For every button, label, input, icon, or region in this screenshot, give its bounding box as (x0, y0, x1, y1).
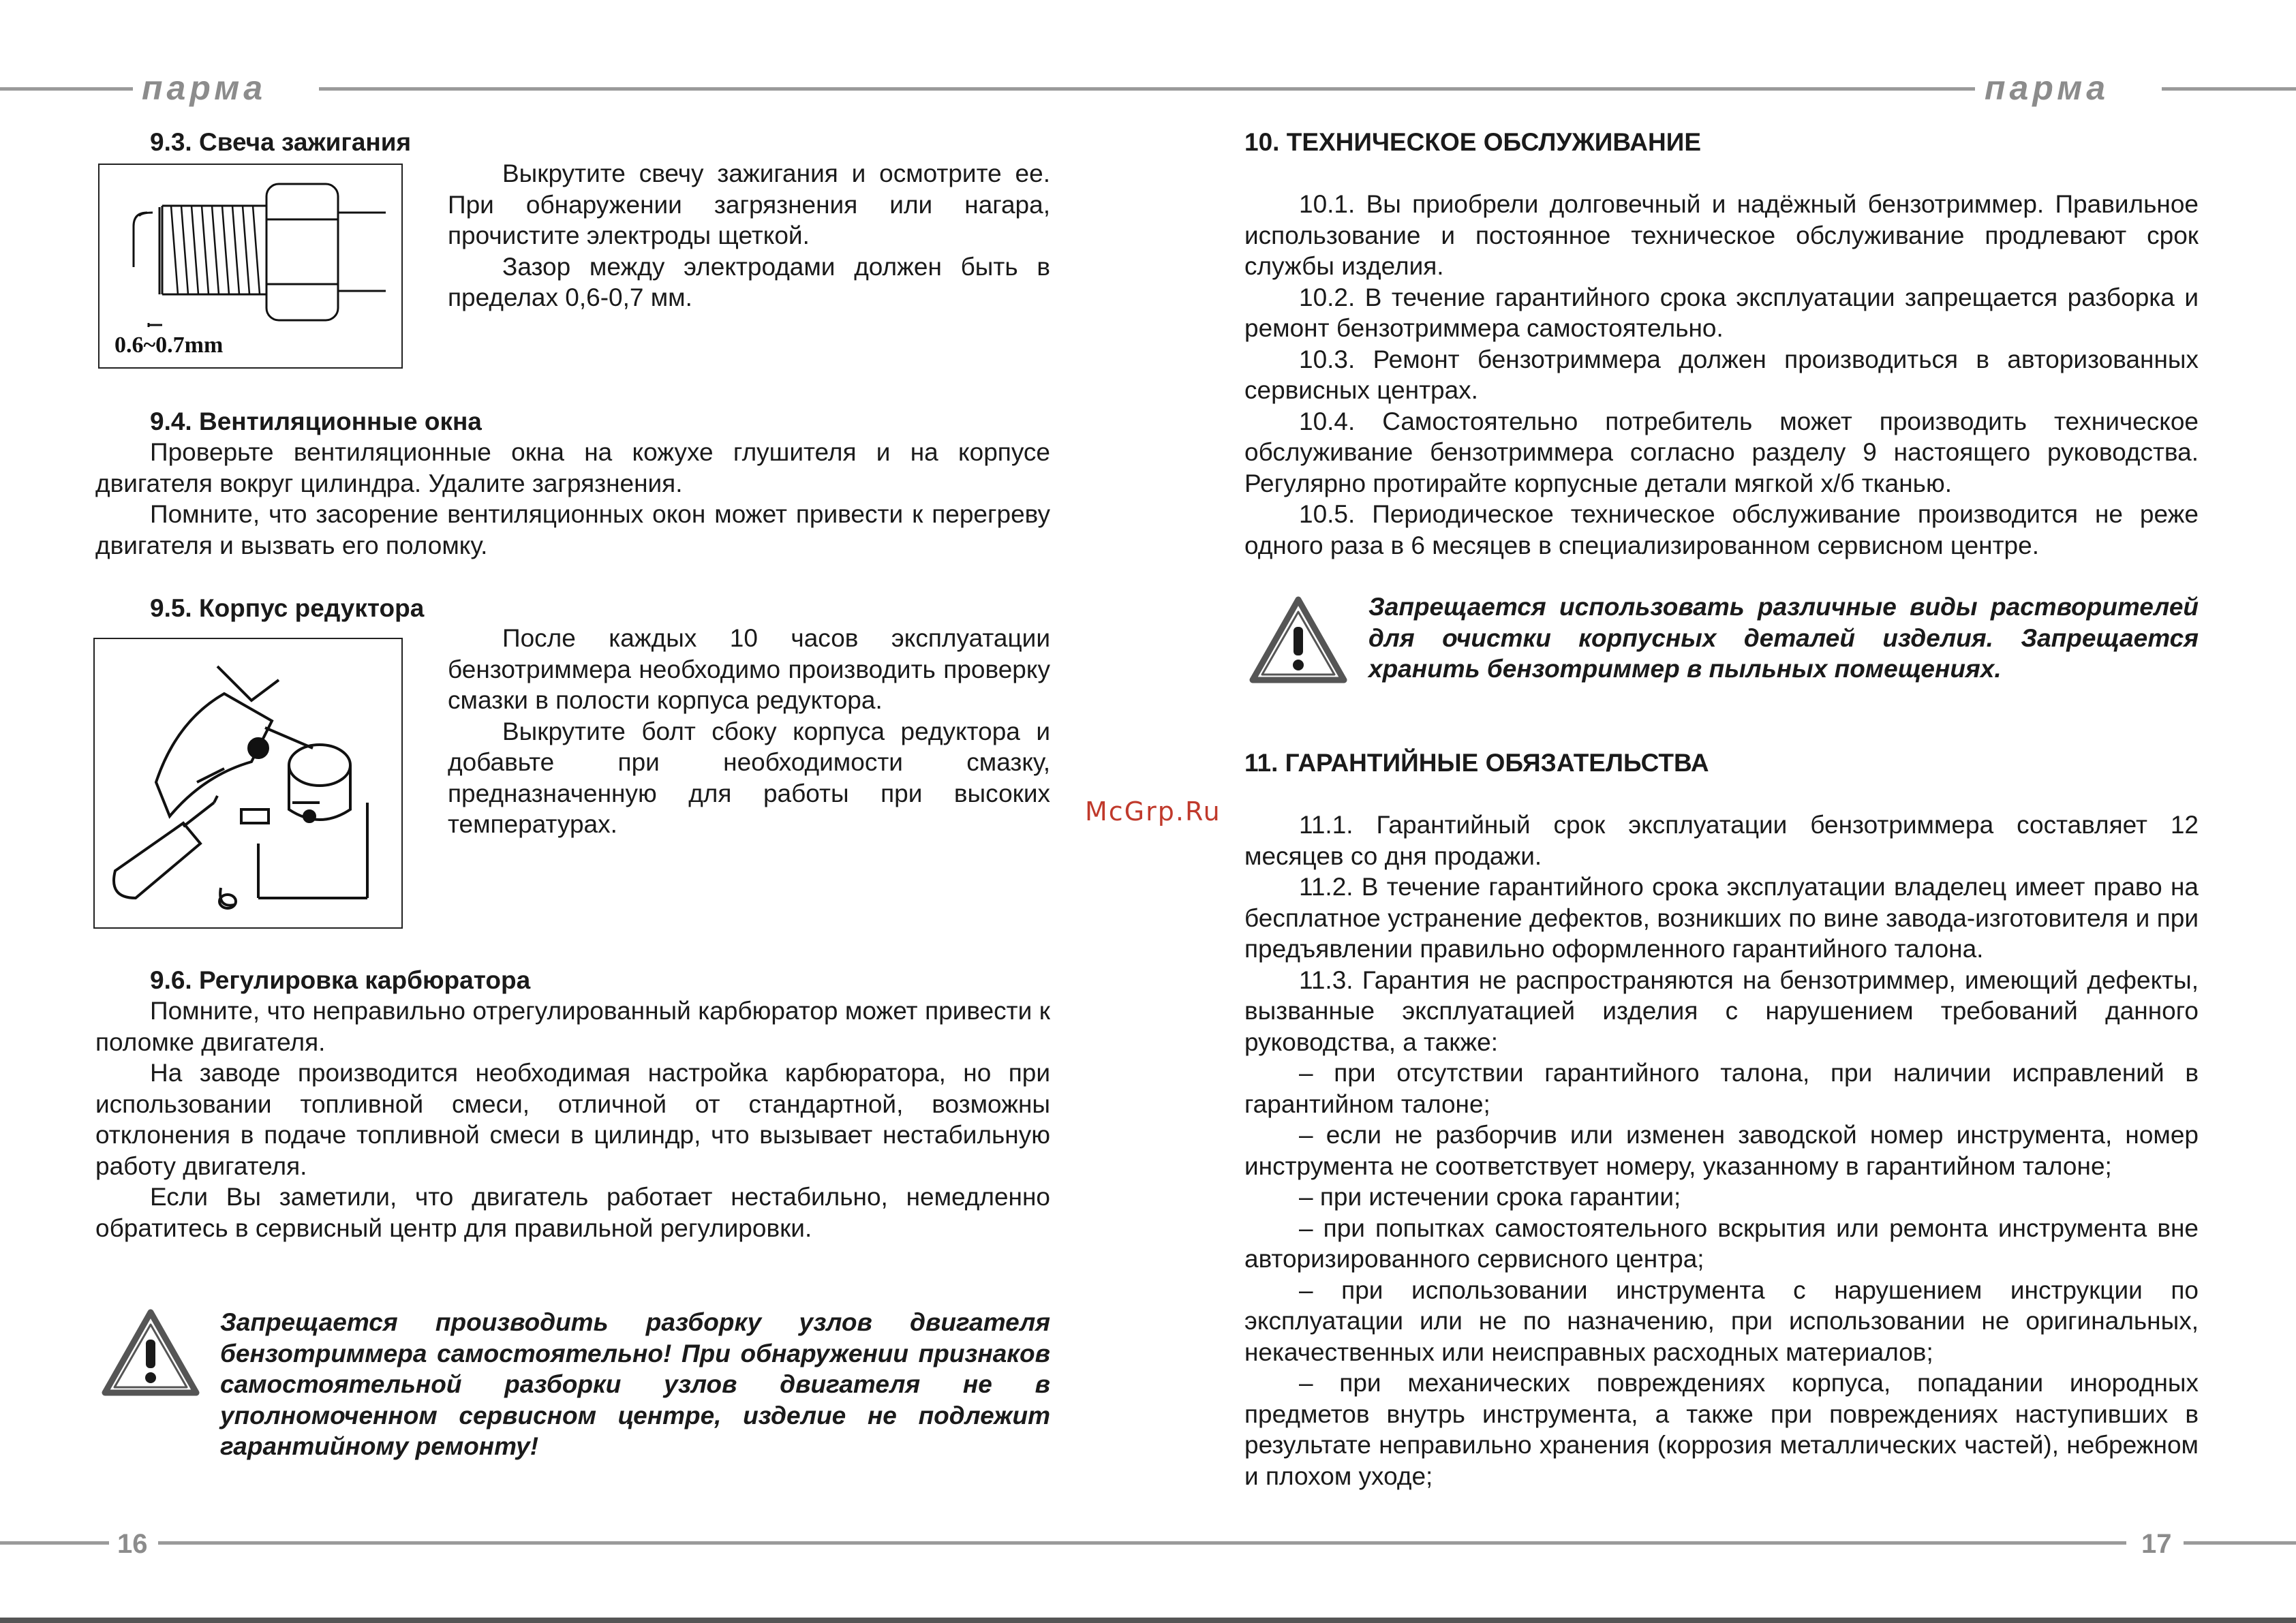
section-9-6-title: 9.6. Регулировка карбюратора (150, 966, 531, 994)
list-item: – при использовании инструмента с нарушением инструкции по эксплуатации или не по назначению, при использовании не оригинальных, некачественных или неисправных расходных материалов; (1244, 1276, 2199, 1366)
warning-icon (100, 1307, 202, 1398)
list-item: – при механических повреждениях корпуса, попадании инородных предметов внутрь инструмента, а также при повреждениях наступивших в результате неправильно хранения (коррозия металлических частей), небрежном и плохом уходе; (1244, 1369, 2199, 1490)
section-9-4-title: 9.4. Вентиляционные окна (150, 407, 482, 435)
header-rule-left (0, 87, 133, 91)
header-rule-center (319, 87, 1975, 91)
page-number-right: 17 (2141, 1529, 2172, 1559)
paragraph: 11.1. Гарантийный срок эксплуатации бензотриммера составляет 12 месяцев со дня продажи. (1244, 811, 2199, 870)
gearbox-illustration (95, 639, 401, 927)
paragraph: Выкрутите болт сбоку корпуса редуктора и добавьте при необходимости смазку, предназначенную для работы при высоких температурах. (448, 717, 1050, 838)
spark-plug-illustration (100, 165, 401, 367)
bottom-band (0, 1618, 2296, 1623)
paragraph: Помните, что неправильно отрегулированный карбюратор может привести к поломке двигателя. (95, 997, 1050, 1056)
footer-rule-left (0, 1541, 109, 1545)
paragraph: Выкрутите свечу зажигания и осмотрите ее. При обнаружении загрязнения или нагара, прочистите электроды щеткой. (448, 159, 1050, 249)
paragraph: 11.2. В течение гарантийного срока эксплуатации владелец имеет право на бесплатное устранение дефектов, возникших по вине завода-изготовителя и при предъявлении правильно оформленного гарантийного талона. (1244, 873, 2199, 963)
watermark: McGrp.Ru (1085, 797, 1221, 826)
footer-rule-right (2184, 1541, 2296, 1545)
brand-logo-left: парма (142, 69, 267, 107)
paragraph: 10.3. Ремонт бензотриммера должен производиться в авторизованных сервисных центрах. (1244, 345, 2199, 404)
spark-plug-figure (98, 164, 403, 369)
list-item: – при отсутствии гарантийного талона, при наличии исправлений в гарантийном талоне; (1244, 1059, 2199, 1118)
gearbox-figure (93, 638, 403, 929)
section-9-3-title: 9.3. Свеча зажигания (150, 128, 412, 156)
paragraph: 10.1. Вы приобрели долговечный и надёжный бензотриммер. Правильное использование и постоянное техническое обслуживание продлевают срок службы изделия. (1244, 190, 2199, 280)
list-item: – при попытках самостоятельного вскрытия или ремонта инструмента вне авторизированного сервисного центра; (1244, 1214, 2199, 1273)
section-9-3-text (448, 158, 1050, 313)
paragraph: После каждых 10 часов эксплуатации бензотриммера необходимо производить проверку смазки в полости корпуса редуктора. (448, 624, 1050, 714)
section-9-4-text (95, 437, 1050, 561)
paragraph: Если Вы заметили, что двигатель работает нестабильно, немедленно обратитесь в сервисный центр для правильной регулировки. (95, 1183, 1050, 1242)
section-11-title: 11. ГАРАНТИЙНЫЕ ОБЯЗАТЕЛЬСТВА (1244, 749, 1709, 777)
brand-logo-right: парма (1985, 69, 2110, 107)
paragraph: 10.5. Периодическое техническое обслуживание производится не реже одного раза в 6 месяцев в специализированном сервисном центре. (1244, 500, 2199, 559)
section-9-5-title: 9.5. Корпус редуктора (150, 594, 425, 622)
section-9-6-text (95, 995, 1050, 1243)
paragraph: Зазор между электродами должен быть в пределах 0,6-0,7 мм. (448, 252, 1050, 311)
paragraph: 10.4. Самостоятельно потребитель может производить техническое обслуживание бензотриммера согласно разделу 9 настоящего руководства. Регулярно протирайте корпусные детали мягкой х/б тканью. (1244, 407, 2199, 497)
paragraph: 11.3. Гарантия не распространяются на бензотриммер, имеющий дефекты, вызванные эксплуатацией изделия с нарушением требований данного руководства, а также: (1244, 965, 2199, 1056)
paragraph: На заводе производится необходимая настройка карбюратора, но при использовании топливной смеси, отличной от стандартной, возможны отклонения в подаче топливной смеси в цилиндр, что вызывает нестабильную работу двигателя. (95, 1059, 1050, 1180)
section-11-text (1244, 809, 2199, 1491)
paragraph: 10.2. В течение гарантийного срока эксплуатации запрещается разборка и ремонт бензотриммера самостоятельно. (1244, 283, 2199, 342)
paragraph: Проверьте вентиляционные окна на кожухе глушителя и на корпусе двигателя вокруг цилиндра. Удалите загрязнения. (95, 438, 1050, 497)
section-10-title: 10. ТЕХНИЧЕСКОЕ ОБСЛУЖИВАНИЕ (1244, 128, 1701, 156)
paragraph: Помните, что засорение вентиляционных окон может привести к перегреву двигателя и вызвать его поломку. (95, 500, 1050, 559)
list-item: – если не разборчив или изменен заводской номер инструмента, номер инструмента не соответствует номеру, указанному в гарантийном талоне; (1244, 1121, 2199, 1180)
list-item: – при истечении срока гарантии; (1299, 1183, 1681, 1211)
header-rule-right (2162, 87, 2296, 91)
section-10-text (1244, 189, 2199, 561)
footer-rule-center (158, 1541, 2126, 1545)
warning-text-left: Запрещается производить разборку узлов двигателя бензотриммера самостоятельно! При обнаружении признаков самостоятельной разборки узлов двигателя не в уполномоченном сервисном центре, изделие не подлежит гарантийному ремонту! (220, 1308, 1050, 1460)
warning-icon (1247, 594, 1349, 685)
page-number-left: 16 (117, 1529, 148, 1559)
gap-label: 0.6~0.7mm (114, 333, 224, 358)
warning-text-right: Запрещается использовать различные виды растворителей для очистки корпусных деталей изделия. Запрещается хранить бензотриммер в пыльных помещениях. (1368, 593, 2199, 683)
section-9-5-text (448, 623, 1050, 840)
